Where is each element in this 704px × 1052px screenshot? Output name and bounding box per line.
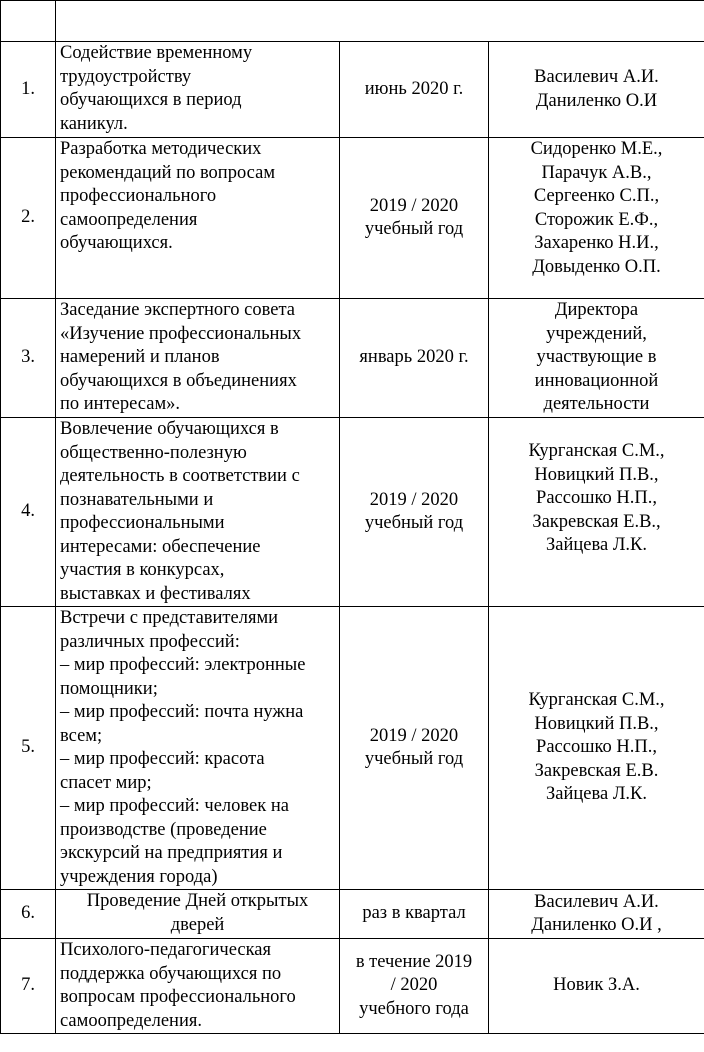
- row-description: [56, 299, 340, 418]
- header-date-cell: [340, 1, 489, 42]
- row-description: [56, 890, 340, 939]
- row-description: [56, 138, 340, 299]
- table-row: [1, 939, 704, 1034]
- row-description-text: Вовлечение обучающихся в общественно-полезную деятельность в соответствии с познавательными и профессиональными интересами: обеспечение участия в конкурсах, выставках и фестивалях: [60, 419, 300, 604]
- row-description: [56, 42, 340, 138]
- row-date: 2019 / 2020 учебный год: [340, 418, 489, 607]
- row-description-text: Проведение Дней открытых дверей: [86, 891, 309, 935]
- table-row: [1, 138, 704, 299]
- row-number: 7.: [1, 939, 56, 1034]
- header-num-cell: [1, 1, 56, 42]
- row-number: 3.: [1, 299, 56, 418]
- row-description-text: Встречи с представителями различных профессий: – мир профессий: электронные помощники; – мир профессий: почта нужна всем; – мир профессий: красота спасет мир; – мир профессий: человек на производстве (проведение экскурсий на предприятия и учреждения города): [60, 608, 306, 887]
- row-description-text: Содействие временному трудоустройству обучающихся в период каникул.: [60, 43, 253, 134]
- table-row: [1, 299, 704, 418]
- row-number: 6.: [1, 890, 56, 939]
- row-responsible: Василевич А.И. Даниленко О.И: [489, 42, 704, 138]
- row-number: 4.: [1, 418, 56, 607]
- row-date: в течение 2019 / 2020 учебного года: [340, 939, 489, 1034]
- row-responsible: Новик З.А.: [489, 939, 704, 1034]
- row-description-text: Разработка методических рекомендаций по вопросам профессионального самоопределения обучающихся.: [60, 139, 276, 253]
- table-header-row: [1, 1, 704, 42]
- table-row: [1, 890, 704, 939]
- table-row: [1, 607, 704, 890]
- table-row: [1, 42, 704, 138]
- header-responsible-cell: [489, 1, 704, 42]
- row-number: 1.: [1, 42, 56, 138]
- row-description: [56, 607, 340, 890]
- row-number: 5.: [1, 607, 56, 890]
- row-description: [56, 939, 340, 1034]
- row-date: июнь 2020 г.: [340, 42, 489, 138]
- row-date: 2019 / 2020 учебный год: [340, 138, 489, 299]
- table-row: [1, 418, 704, 607]
- row-date: 2019 / 2020 учебный год: [340, 607, 489, 890]
- row-responsible: Сидоренко М.Е., Парачук А.В., Сергеенко С.П., Сторожик Е.Ф., Захаренко Н.И., Довыденко О.П.: [489, 138, 704, 299]
- row-description-text: Заседание экспертного совета «Изучение профессиональных намерений и планов обучающихся в объединениях по интересам».: [60, 300, 302, 414]
- row-description-text: Психолого-педагогическая поддержка обучающихся по вопросам профессионального самоопределения.: [60, 940, 296, 1031]
- row-date: январь 2020 г.: [340, 299, 489, 418]
- row-responsible: Василевич А.И. Даниленко О.И ,: [489, 890, 704, 939]
- row-description: [56, 418, 340, 607]
- row-number: 2.: [1, 138, 56, 299]
- row-responsible: Директора учреждений, участвующие в инновационной деятельности: [489, 299, 704, 418]
- header-description-cell: [56, 1, 340, 42]
- row-responsible: Курганская С.М., Новицкий П.В., Рассошко Н.П., Закревская Е.В., Зайцева Л.К.: [489, 418, 704, 607]
- row-responsible: Курганская С.М., Новицкий П.В., Рассошко Н.П., Закревская Е.В. Зайцева Л.К.: [489, 607, 704, 890]
- row-date: раз в квартал: [340, 890, 489, 939]
